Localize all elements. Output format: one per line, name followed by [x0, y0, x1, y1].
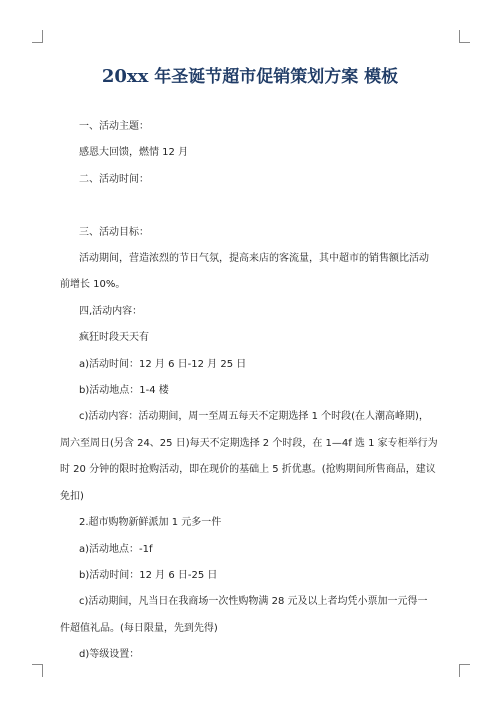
- paragraph: b)活动地点：1-4 楼: [79, 385, 169, 397]
- document-title: [0, 62, 500, 87]
- crop-mark-bottom-right: [459, 664, 470, 677]
- paragraph: 疯狂时段天天有: [79, 332, 149, 344]
- heading-section-2: 2.超市购物新鲜派加 1 元多一件: [79, 517, 222, 529]
- paragraph: a)活动地点：-1f: [79, 543, 153, 555]
- paragraph-continued: 件超值礼品。(每日限量，先到先得): [60, 622, 218, 634]
- crop-mark-top-left: [32, 30, 43, 43]
- paragraph: c)活动期间，凡当日在我商场一次性购物满 28 元及以上者均凭小票加一元得一: [79, 596, 428, 608]
- crop-mark-top-right: [459, 30, 470, 43]
- paragraph: 感恩大回馈，燃情 12 月: [79, 147, 189, 159]
- paragraph: 活动期间，营造浓烈的节日气氛，提高来店的客流量，其中超市的销售额比活动: [79, 253, 429, 265]
- paragraph-continued: 免扣): [60, 490, 84, 502]
- heading-time: 二、活动时间：: [79, 173, 149, 185]
- heading-theme: 一、活动主题：: [79, 121, 149, 132]
- heading-content: 四,活动内容：: [79, 305, 143, 317]
- paragraph-continued: 前增长 10%。: [60, 279, 126, 291]
- paragraph: a)活动时间：12 月 6 日-12 月 25 日: [79, 358, 247, 370]
- title-text: 年圣诞节超市促销策划方案 模板: [148, 67, 399, 87]
- title-year: 20xx: [101, 66, 149, 87]
- paragraph: b)活动时间：12 月 6 日-25 日: [79, 569, 218, 581]
- blank-line: [79, 193, 444, 219]
- heading-goal: 三、活动目标：: [79, 226, 149, 238]
- paragraph: d)等级设置：: [79, 649, 140, 661]
- paragraph-continued: 周六至周日(另含 24、25 日)每天不定期选择 2 个时段，在 1—4f 选 1 家专柜举行为: [60, 437, 438, 449]
- paragraph-continued: 时 20 分钟的限时抢购活动，即在现价的基础上 5 折优惠。(抢购期间所售商品，建议: [60, 464, 436, 476]
- document-body: [60, 114, 444, 669]
- crop-mark-bottom-left: [32, 664, 43, 677]
- paragraph: c)活动内容：活动期间，周一至周五每天不定期选择 1 个时段(在人潮高峰期)，: [79, 411, 429, 423]
